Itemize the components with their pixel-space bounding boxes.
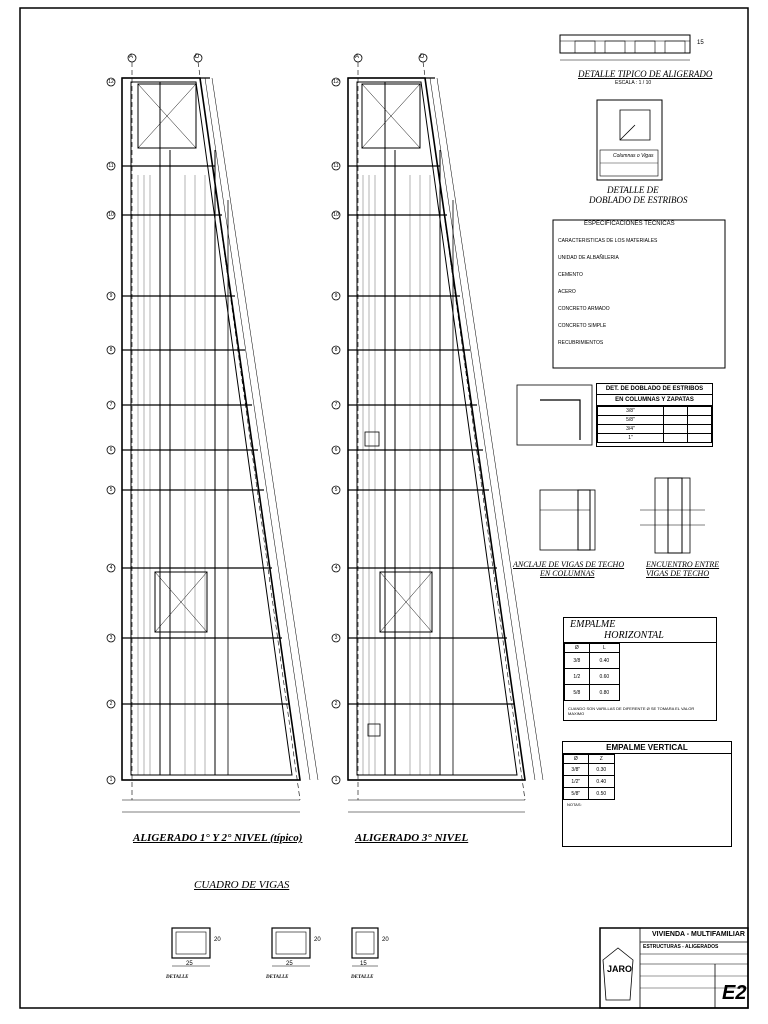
grid-row-label: 12 — [333, 79, 339, 85]
table-header-cell: L — [589, 644, 619, 653]
estribos-title-l2: DOBLADO DE ESTRIBOS — [589, 195, 688, 205]
table-cell: 1/2 — [565, 669, 590, 685]
specs-line: CONCRETO ARMADO — [558, 306, 610, 312]
table-cell: 5/8" — [598, 416, 664, 425]
beam-width: 25 — [186, 961, 193, 967]
empalme-v-title: EMPALME VERTICAL — [563, 742, 731, 754]
empalme-h-table — [564, 643, 620, 701]
plan1-title-suffix: (típico) — [270, 832, 303, 844]
grid-row-label: 11 — [333, 163, 339, 169]
doblado-title-l2: EN COLUMNAS Y ZAPATAS — [597, 395, 712, 406]
grid-letter-d: D — [195, 54, 200, 60]
table-row — [565, 685, 620, 701]
table-cell: 1/2" — [564, 776, 589, 788]
encuentro-title-l1: ENCUENTRO ENTRE — [646, 560, 720, 569]
grid-row-label: 5 — [109, 487, 113, 493]
grid-row-label: 4 — [109, 565, 113, 571]
plan1-title — [133, 832, 302, 844]
table-cell: 0.80 — [589, 685, 619, 701]
empalme-h-title-b: HORIZONTAL — [604, 630, 664, 641]
grid-row-label: 8 — [334, 347, 338, 353]
grid-row-label: 5 — [334, 487, 338, 493]
estribos-title-l1: DETALLE DE — [607, 185, 659, 195]
grid-row-label: 7 — [109, 402, 113, 408]
table-row — [564, 776, 615, 788]
table-cell — [663, 416, 687, 425]
table-cell: 3/8 — [565, 653, 590, 669]
grid-row-label: 2 — [334, 701, 338, 707]
table-header-cell: Ø — [564, 755, 589, 764]
beam-width: 15 — [360, 961, 367, 967]
project-name: VIVIENDA - MULTIFAMILIAR — [652, 931, 745, 938]
table-cell: 0.40 — [589, 653, 619, 669]
table-cell — [663, 407, 687, 416]
table-cell: 0.60 — [589, 669, 619, 685]
aligerado-detail-scale: ESCALA : 1 / 10 — [615, 80, 652, 86]
empalme-h-note: CUANDO SON VARILLAS DE DIFERENTE Ø SE TOMARA EL VALOR MAXIMO — [568, 706, 695, 716]
doblado-table — [596, 383, 713, 447]
beam-sections — [172, 928, 378, 966]
table-row — [598, 416, 712, 425]
table-cell — [687, 434, 711, 443]
table-cell: 3/8" — [598, 407, 664, 416]
empalme-h-title-a: EMPALME — [570, 619, 616, 630]
doblado-title-l1: DET. DE DOBLADO DE ESTRIBOS — [597, 384, 712, 395]
sheet-number: E2 — [722, 982, 747, 1004]
grid-row-label: 9 — [334, 293, 338, 299]
table-cell: 3/8" — [564, 764, 589, 776]
table-row — [598, 407, 712, 416]
plan-aligerado-1-2 — [122, 62, 318, 812]
grid-letter-a: A — [355, 54, 360, 60]
table-cell: 0.50 — [588, 788, 614, 800]
table-row — [565, 644, 620, 653]
anclaje-title-l1: ANCLAJE DE VIGAS DE TECHO — [513, 560, 625, 569]
aligerado-dim: 15 — [697, 40, 704, 46]
grid-row-label: 1 — [334, 777, 338, 783]
table-row — [564, 755, 615, 764]
table-header-cell: Ø — [565, 644, 590, 653]
grid-row-label: 10 — [333, 212, 339, 218]
specs-line: CARACTERISTICAS DE LOS MATERIALES — [558, 238, 658, 244]
anclaje-drawing — [540, 490, 595, 550]
specs-header: ESPECIFICACIONES TECNICAS — [584, 221, 675, 227]
firm-logo: JARO — [607, 964, 633, 974]
empalme-v-table — [563, 754, 615, 800]
beam-label: DETALLE — [351, 975, 374, 980]
anclaje-title-l2: EN COLUMNAS — [540, 569, 595, 578]
estribos-detail-drawing — [597, 100, 662, 180]
aligerado-detail-drawing — [560, 35, 690, 60]
empalme-v-notes-header: NOTAS: — [567, 802, 582, 807]
cuadro-vigas-title: CUADRO DE VIGAS — [194, 879, 290, 891]
grid-row-label: 7 — [334, 402, 338, 408]
plan1-title-text: ALIGERADO 1° Y 2° NIVEL — [133, 832, 268, 844]
grid-row-label: 1 — [109, 777, 113, 783]
estribos-sub: Columnas o Vigas — [613, 153, 654, 159]
table-cell: 0.30 — [588, 764, 614, 776]
grid-row-label: 2 — [109, 701, 113, 707]
table-header-cell: Z — [588, 755, 614, 764]
grid-row-label: 4 — [334, 565, 338, 571]
grid-row-label: 8 — [109, 347, 113, 353]
empalme-vertical-box — [562, 741, 732, 847]
table-cell — [663, 425, 687, 434]
specs-line: ACERO — [558, 289, 576, 295]
table-cell — [687, 425, 711, 434]
empalme-horizontal-box — [563, 617, 717, 721]
beam-height: 20 — [314, 937, 321, 943]
beam-width: 25 — [286, 961, 293, 967]
aligerado-detail-title: DETALLE TIPICO DE ALIGERADO — [578, 69, 713, 79]
table-cell — [687, 416, 711, 425]
grid-row-label: 3 — [334, 635, 338, 641]
grid-row-label: 9 — [109, 293, 113, 299]
beam-label: DETALLE — [266, 975, 289, 980]
grid-letter-d: D — [420, 54, 425, 60]
grid-row-label: 3 — [109, 635, 113, 641]
beam-height: 20 — [214, 937, 221, 943]
beam-label: DETALLE — [166, 975, 189, 980]
table-cell: 5/8" — [564, 788, 589, 800]
table-row — [564, 764, 615, 776]
table-cell: 0.40 — [588, 776, 614, 788]
grid-letter-a: A — [129, 54, 134, 60]
empalme-h-header — [564, 618, 716, 643]
grid-row-label: 6 — [109, 447, 113, 453]
encuentro-title-l2: VIGAS DE TECHO — [646, 569, 710, 578]
table-row — [598, 434, 712, 443]
beam-height: 20 — [382, 937, 389, 943]
table-cell: 1" — [598, 434, 664, 443]
table-row — [598, 425, 712, 434]
table-cell: 3/4" — [598, 425, 664, 434]
grid-row-label: 11 — [108, 163, 114, 169]
plan2-title: ALIGERADO 3° NIVEL — [355, 832, 469, 844]
specs-lines — [558, 233, 718, 352]
specs-line: CEMENTO — [558, 272, 583, 278]
table-cell — [687, 407, 711, 416]
grid-row-label: 10 — [108, 212, 114, 218]
specs-line: CONCRETO SIMPLE — [558, 323, 607, 329]
table-cell: 5/8 — [565, 685, 590, 701]
sheet-subject: ESTRUCTURAS - ALIGERADOS — [643, 944, 719, 950]
plan-aligerado-3 — [348, 62, 543, 812]
table-row — [564, 788, 615, 800]
table-row — [565, 669, 620, 685]
specs-line: RECUBRIMIENTOS — [558, 340, 604, 346]
grid-row-label: 6 — [334, 447, 338, 453]
grid-row-label: 12 — [108, 79, 114, 85]
grid-bubbles — [107, 54, 427, 784]
encuentro-drawing — [640, 478, 705, 553]
doblado-drawing — [517, 385, 592, 445]
table-row — [565, 653, 620, 669]
specs-line: UNIDAD DE ALBAÑILERIA — [558, 255, 619, 261]
table-cell — [663, 434, 687, 443]
